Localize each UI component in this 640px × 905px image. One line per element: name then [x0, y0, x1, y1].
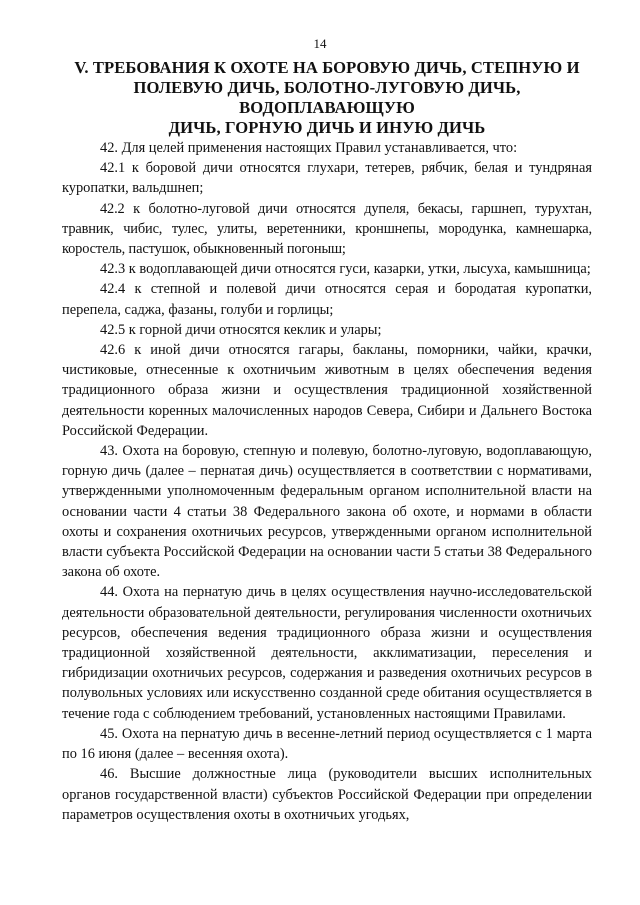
section-title-line: ПОЛЕВУЮ ДИЧЬ, БОЛОТНО-ЛУГОВУЮ ДИЧЬ, ВОДОПЛАВАЮЩУЮ — [133, 78, 521, 117]
paragraph-44: 44. Охота на пернатую дичь в целях осуществления научно-исследовательской деятельности образовательной деятельности, регулирования численности охотничьих ресурсов, обеспечения ведения традиционного образа жизни и осуществления традиционной хозяйственной деятельности, акклиматизации, переселения и гибридизации охотничьих ресурсов, содержания и разведения охотничьих ресурсов в полувольных условиях или искусственно созданной среде обитания осуществляется в течение года с соблюдением требований, установленных настоящими Правилами. — [62, 584, 592, 722]
section-title-line: V. ТРЕБОВАНИЯ К ОХОТЕ НА БОРОВУЮ ДИЧЬ, СТЕПНУЮ И — [74, 58, 580, 77]
paragraph-42-4: 42.4 к степной и полевой дичи относятся серая и бородатая куропатки, перепела, саджа, фазаны, голуби и горлицы; — [62, 281, 592, 318]
paragraph-42-3: 42.3 к водоплавающей дичи относятся гуси, казарки, утки, лысуха, камышница; — [100, 261, 591, 278]
document-body — [62, 138, 592, 825]
paragraph-42-2: 42.2 к болотно-луговой дичи относятся дупеля, бекасы, гаршнеп, турухтан, травник, чибис, тулес, улиты, веретенники, кроншнепы, мородунка, камнешарка, коростель, пастушок, обыкновенный погоныш; — [62, 200, 592, 258]
paragraph-42-5: 42.5 к горной дичи относятся кеклик и улары; — [100, 321, 382, 338]
paragraph-42-6: 42.6 к иной дичи относятся гагары, бакланы, поморники, чайки, крачки, чистиковые, отнесенные к охотничьим животным в целях обеспечения ведения традиционного образа жизни и осуществления традиционной хозяйственной деятельности коренных малочисленных народов Севера, Сибири и Дальнего Востока Российской Федерации. — [62, 342, 592, 439]
page-number: 14 — [313, 36, 327, 51]
paragraph-46: 46. Высшие должностные лица (руководители высших исполнительных органов государственной власти) субъектов Российской Федерации при определении параметров осуществления охоты в охотничьих угодьях, — [62, 766, 592, 823]
section-title-line: ДИЧЬ, ГОРНУЮ ДИЧЬ И ИНУЮ ДИЧЬ — [168, 118, 486, 137]
paragraph-43: 43. Охота на боровую, степную и полевую, болотно-луговую, водоплавающую, горную дичь (далее – пернатая дичь) осуществляется в соответствии с нормативами, утвержденными уполномоченным федеральным органом исполнительной власти на основании части 4 статьи 38 Федерального закона об охоте, и нормами в области охоты и сохранения охотничьих ресурсов, утвержденными органом исполнительной власти субъекта Российской Федерации на основании части 5 статьи 38 Федерального закона об охоте. — [62, 443, 592, 581]
section-title — [62, 58, 592, 138]
paragraph-45: 45. Охота на пернатую дичь в весенне-летний период осуществляется с 1 марта по 16 июня (далее – весенняя охота). — [62, 725, 592, 763]
paragraph-42-1: 42.1 к боровой дичи относятся глухари, тетерев, рябчик, белая и тундряная куропатки, вальдшнеп; — [62, 160, 592, 197]
paragraph-42: 42. Для целей применения настоящих Правил устанавливается, что: — [100, 140, 518, 156]
